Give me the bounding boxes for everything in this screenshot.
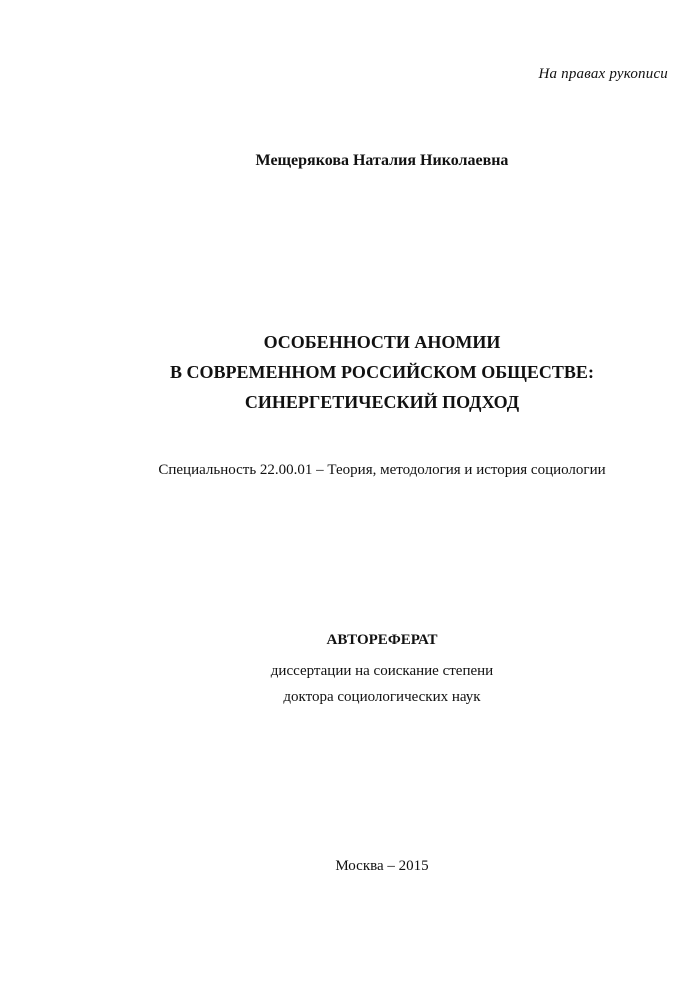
specialty-line: Специальность 22.00.01 – Теория, методология и история социологии bbox=[158, 462, 606, 478]
title-line: ОСОБЕННОСТИ АНОМИИ bbox=[263, 332, 501, 352]
author-name: Мещерякова Наталия Николаевна bbox=[255, 152, 509, 169]
dissertation-title bbox=[0, 327, 700, 417]
title-line: В СОВРЕМЕННОМ РОССИЙСКОМ ОБЩЕСТВЕ: bbox=[170, 362, 594, 382]
abstract-description-line: диссертации на соискание степени bbox=[270, 663, 494, 679]
rights-note: На правах рукописи bbox=[538, 66, 668, 82]
place-and-year: Москва – 2015 bbox=[335, 858, 429, 874]
title-line: СИНЕРГЕТИЧЕСКИЙ ПОДХОД bbox=[244, 392, 520, 412]
abstract-block bbox=[0, 630, 700, 710]
abstract-description-line: доктора социологических наук bbox=[283, 689, 481, 705]
abstract-heading: АВТОРЕФЕРАТ bbox=[326, 632, 438, 648]
